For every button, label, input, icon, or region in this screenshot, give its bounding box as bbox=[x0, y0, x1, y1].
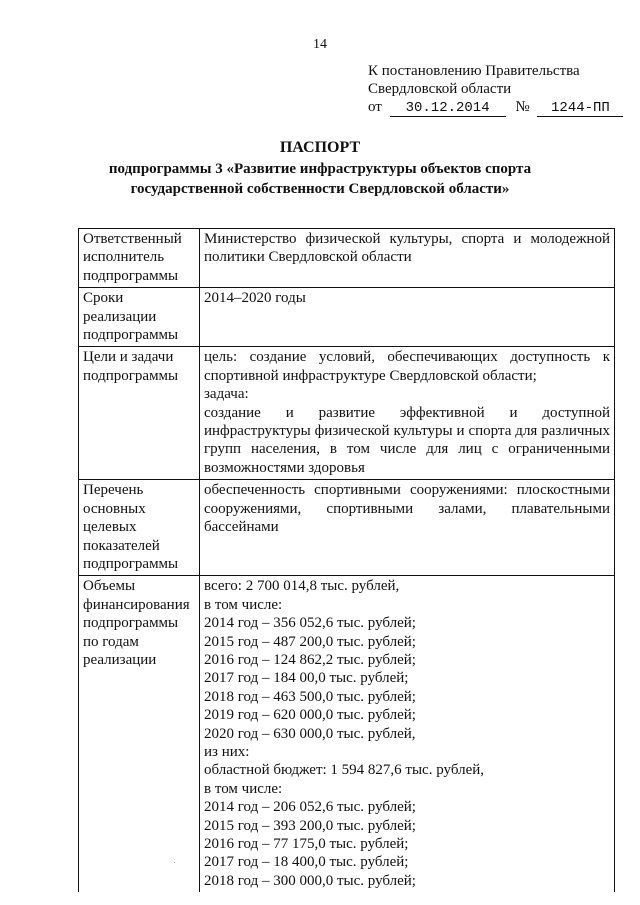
row-content-line: 2015 год – 487 200,0 тыс. рублей; bbox=[204, 633, 416, 650]
row-content-line: 2017 год – 18 400,0 тыс. рублей; bbox=[204, 854, 409, 871]
row-content-line: в том числе: bbox=[204, 596, 283, 613]
row-label-line: подпрограммы bbox=[83, 267, 179, 284]
row-content-cell bbox=[200, 288, 615, 347]
document-subtitle bbox=[0, 159, 640, 199]
row-label-line: исполнитель bbox=[83, 249, 165, 266]
row-content-line: 2016 год – 77 175,0 тыс. рублей; bbox=[204, 836, 409, 852]
row-content-line: из них: bbox=[204, 743, 250, 760]
row-label-cell bbox=[79, 288, 200, 347]
row-content-line: 2014–2020 годы bbox=[204, 290, 306, 307]
row-label-line: реализации bbox=[83, 308, 157, 325]
number-sign: № bbox=[515, 99, 530, 115]
table-row bbox=[79, 576, 615, 892]
row-label-line: Цели и задачи bbox=[83, 349, 174, 366]
subtitle-line-1: подпрограммы 3 «Развитие инфраструктуры объектов спорта bbox=[108, 161, 532, 177]
row-label-line: финансирования bbox=[83, 596, 190, 613]
row-label-line: подпрограммы bbox=[83, 367, 179, 384]
row-content-line: в том числе: bbox=[204, 780, 283, 797]
row-content-line: задача: bbox=[204, 386, 249, 403]
row-content-line: Министерство физической культуры, спорта и молодежной политики Свердловской области bbox=[204, 231, 610, 266]
row-label-line: реализации bbox=[83, 651, 157, 668]
row-content-line: 2014 год – 356 052,6 тыс. рублей; bbox=[204, 615, 416, 632]
passport-table bbox=[78, 228, 615, 892]
row-label-line: Перечень bbox=[83, 482, 144, 499]
row-label-line: по годам bbox=[83, 633, 139, 650]
row-label-line: Объемы bbox=[83, 578, 136, 595]
row-content-line: 2018 год – 463 500,0 тыс. рублей; bbox=[204, 688, 416, 705]
row-label-line: целевых bbox=[83, 519, 137, 536]
row-content-line: 2016 год – 124 862,2 тыс. рублей; bbox=[204, 651, 416, 668]
row-content-line: 2014 год – 206 052,6 тыс. рублей; bbox=[204, 799, 416, 816]
row-label-cell bbox=[79, 576, 200, 892]
row-label-cell bbox=[79, 480, 200, 576]
row-label-line: основных bbox=[83, 500, 146, 517]
row-content-cell bbox=[200, 347, 615, 480]
row-content-cell bbox=[200, 480, 615, 576]
attachment-block bbox=[368, 62, 623, 117]
resolution-number: 1244-ПП bbox=[537, 101, 623, 117]
table-row bbox=[79, 347, 615, 480]
resolution-date: 30.12.2014 bbox=[390, 101, 506, 117]
row-content-line: 2019 год – 620 000,0 тыс. рублей; bbox=[204, 707, 416, 724]
attachment-date-line bbox=[368, 98, 623, 117]
table-row bbox=[79, 229, 615, 288]
row-content-line: 2017 год – 184 00,0 тыс. рублей; bbox=[204, 670, 409, 687]
row-content-line: областной бюджет: 1 594 827,6 тыс. рублей, bbox=[204, 762, 484, 779]
table-row bbox=[79, 480, 615, 576]
row-content-line: создание и развитие эффективной и доступной инфраструктуры физической культуры и спорта для различных групп населения, в том числе для лиц с ограниченными возможностями здоровья bbox=[204, 404, 610, 476]
row-label-line: подпрограммы bbox=[83, 327, 179, 344]
row-content-line: цель: создание условий, обеспечивающих доступность к спортивной инфраструктуре Свердловской области; bbox=[204, 349, 610, 384]
attachment-line-2: Свердловской области bbox=[368, 81, 512, 97]
row-content-line: 2018 год – 300 000,0 тыс. рублей; bbox=[204, 872, 416, 889]
table-row bbox=[79, 288, 615, 347]
page-number: 14 bbox=[313, 37, 327, 52]
scan-mark bbox=[174, 862, 175, 863]
from-label: от bbox=[368, 99, 382, 115]
row-label-line: Ответственный bbox=[83, 231, 182, 247]
attachment-line-1: К постановлению Правительства bbox=[368, 63, 580, 79]
row-label-cell bbox=[79, 347, 200, 480]
subtitle-line-2: государственной собственности Свердловской области» bbox=[130, 181, 510, 197]
row-content-line: всего: 2 700 014,8 тыс. рублей, bbox=[204, 578, 400, 595]
row-content-cell bbox=[200, 229, 615, 288]
row-content-line: 2015 год – 393 200,0 тыс. рублей; bbox=[204, 817, 416, 834]
row-label-cell bbox=[79, 229, 200, 288]
document-title: ПАСПОРТ bbox=[279, 139, 361, 156]
row-content-line: обеспеченность спортивными сооружениями: плоскостными сооружениями, спортивными залами, плавательными бассейнами bbox=[204, 482, 610, 536]
row-content-line: 2020 год – 630 000,0 тыс. рублей, bbox=[204, 725, 416, 742]
row-content-cell bbox=[200, 576, 615, 892]
row-label-line: показателей bbox=[83, 537, 160, 554]
row-label-line: подпрограммы bbox=[83, 555, 179, 572]
row-label-line: Сроки bbox=[83, 290, 124, 307]
row-label-line: подпрограммы bbox=[83, 615, 179, 632]
